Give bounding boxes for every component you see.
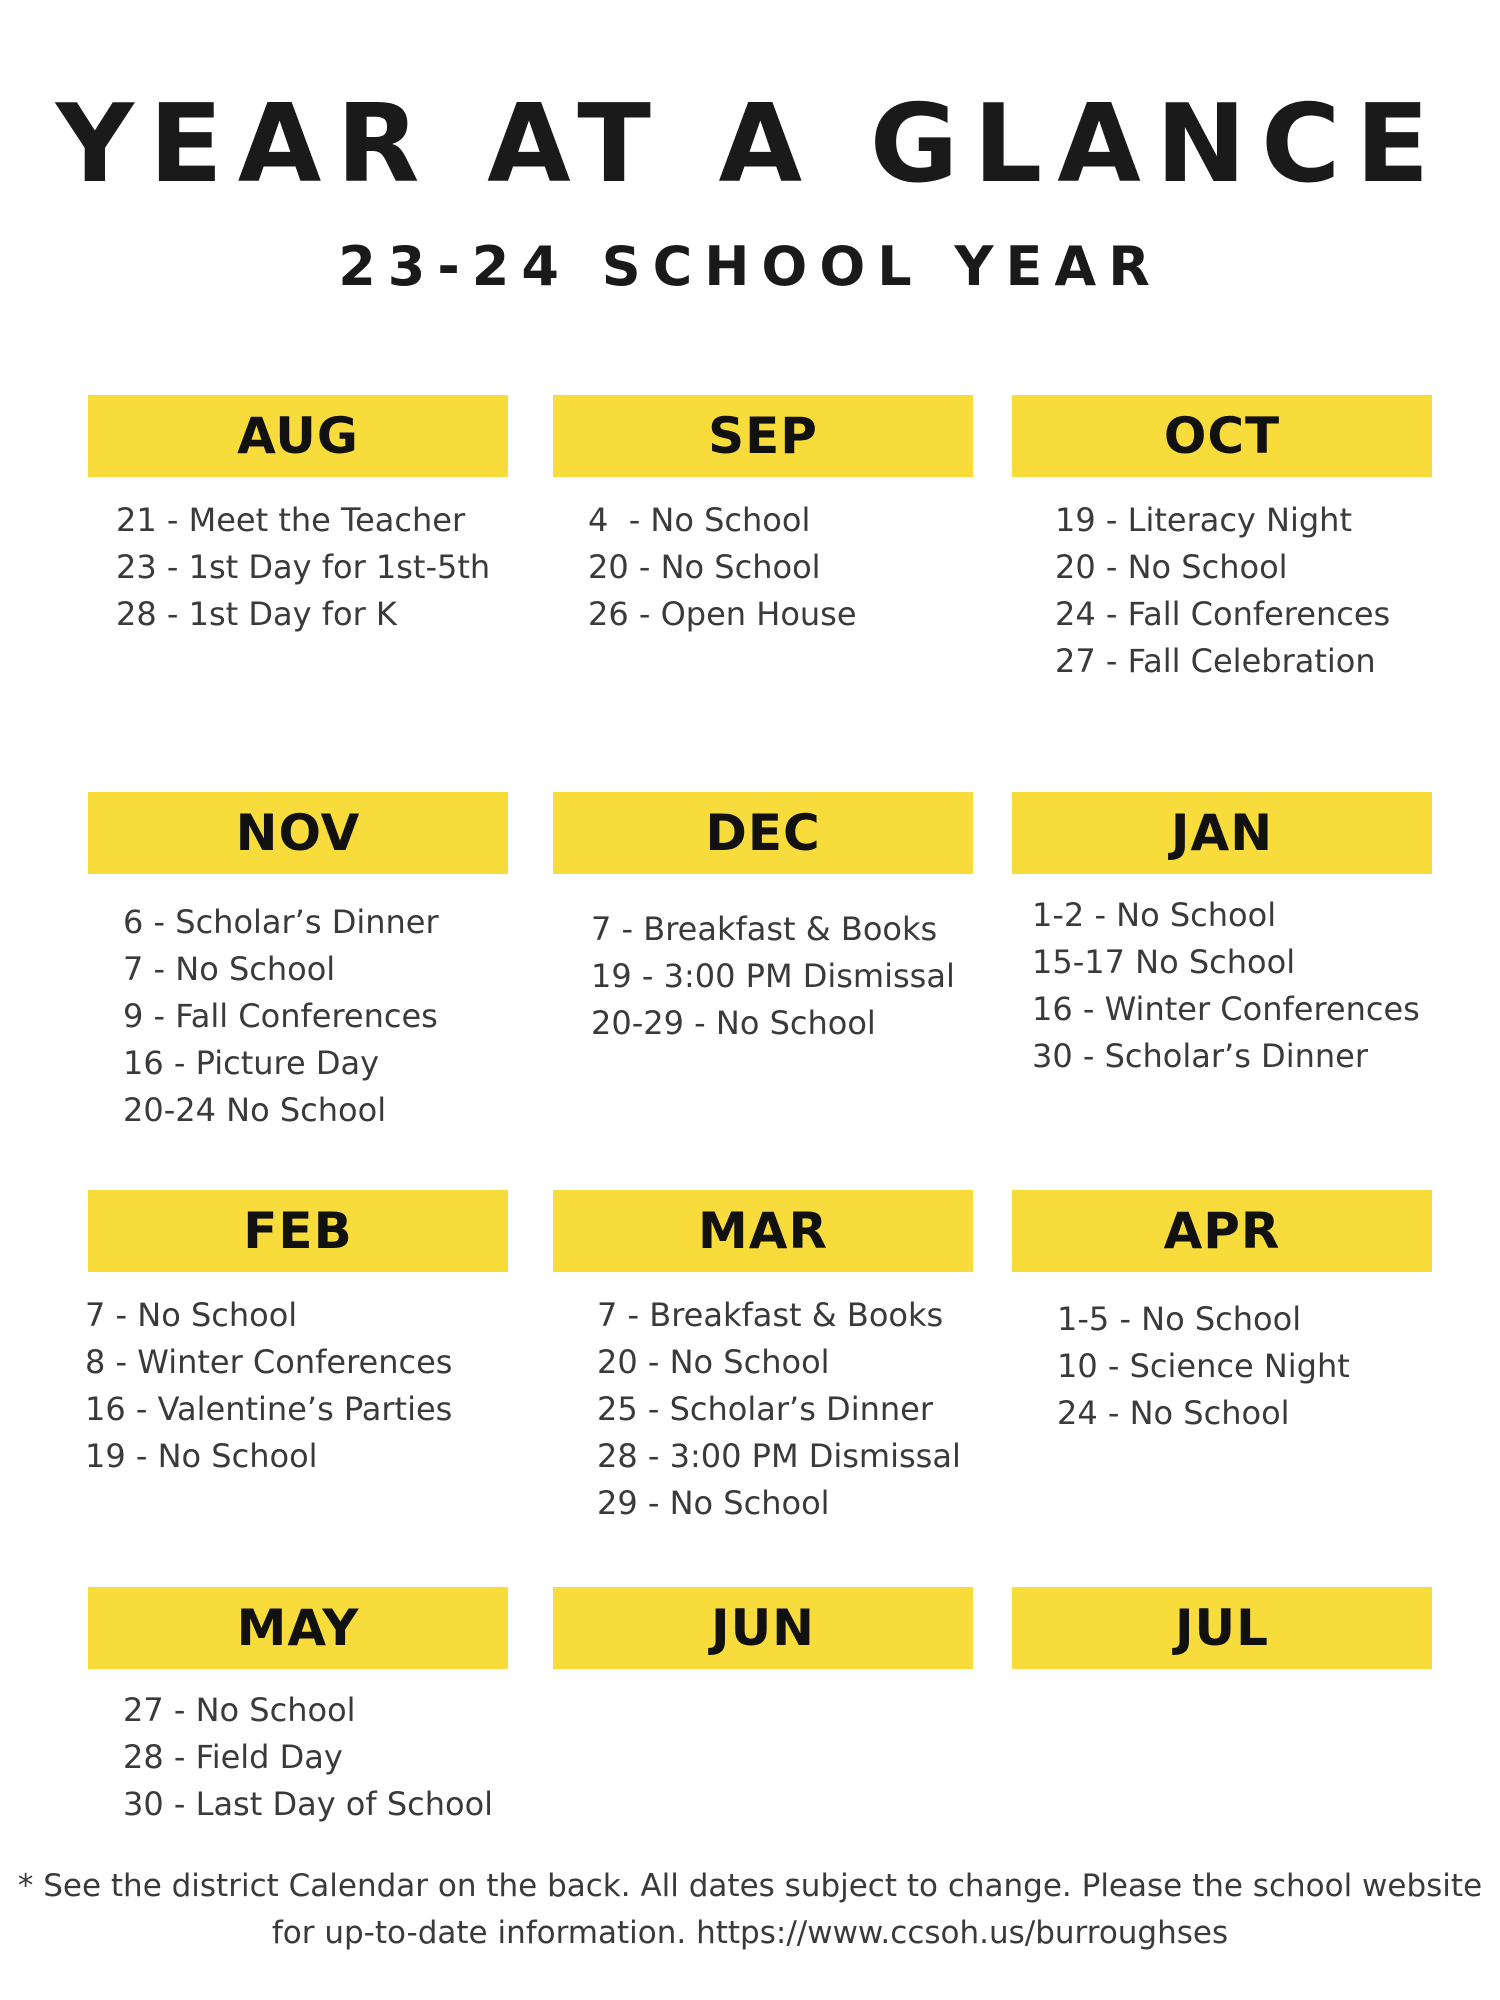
event-item: 8 - Winter Conferences <box>85 1343 453 1381</box>
month-block-dec <box>553 792 973 1042</box>
month-header <box>88 1587 508 1669</box>
event-item: 7 - Breakfast & Books <box>597 1296 944 1334</box>
event-item: 20-29 - No School <box>591 1004 876 1042</box>
month-header <box>88 792 508 874</box>
event-item: 21 - Meet the Teacher <box>116 501 466 539</box>
month-block-oct <box>1012 395 1432 680</box>
event-list <box>123 1687 543 1828</box>
event-list <box>588 497 1008 638</box>
event-item: 19 - No School <box>85 1437 318 1475</box>
month-block-jun <box>553 1587 973 1669</box>
month-header <box>553 1587 973 1669</box>
month-header <box>1012 395 1432 477</box>
event-item: 28 - 3:00 PM Dismissal <box>597 1437 961 1475</box>
event-item: 27 - No School <box>123 1691 356 1729</box>
event-item: 15-17 No School <box>1032 943 1296 981</box>
event-item: 7 - No School <box>85 1296 298 1334</box>
event-item: 9 - Fall Conferences <box>123 997 438 1035</box>
event-item: 16 - Picture Day <box>123 1044 380 1082</box>
footnote-line-2: for up-to-date information. https://www.ccsoh.us/burroughses <box>271 1915 1229 1951</box>
event-item: 30 - Last Day of School <box>123 1785 494 1823</box>
page-subtitle: 23-24 SCHOOL YEAR <box>338 235 1162 298</box>
month-header <box>553 395 973 477</box>
month-header <box>1012 1190 1432 1272</box>
event-item: 20 - No School <box>1055 548 1288 586</box>
month-block-jul <box>1012 1587 1432 1669</box>
event-item: 16 - Winter Conferences <box>1032 990 1420 1028</box>
month-block-aug <box>88 395 508 633</box>
event-item: 1-5 - No School <box>1057 1300 1302 1338</box>
month-header <box>1012 1587 1432 1669</box>
month-name: MAY <box>236 1599 360 1657</box>
event-item: 30 - Scholar’s Dinner <box>1032 1037 1368 1075</box>
event-list <box>85 1292 505 1480</box>
month-name: MAR <box>698 1202 828 1260</box>
event-item: 6 - Scholar’s Dinner <box>123 903 439 941</box>
month-header <box>553 1190 973 1272</box>
event-item: 20 - No School <box>597 1343 830 1381</box>
month-name: FEB <box>243 1202 353 1260</box>
month-block-nov <box>88 792 508 1129</box>
month-header <box>1012 792 1432 874</box>
event-list <box>1032 892 1452 1080</box>
event-list <box>123 899 543 1134</box>
month-block-apr <box>1012 1190 1432 1432</box>
month-header <box>88 1190 508 1272</box>
event-item: 10 - Science Night <box>1057 1347 1350 1385</box>
event-item: 27 - Fall Celebration <box>1055 642 1376 680</box>
month-name: APR <box>1163 1202 1281 1260</box>
event-item: 23 - 1st Day for 1st-5th <box>116 548 491 586</box>
month-name: OCT <box>1163 407 1281 465</box>
event-item: 19 - 3:00 PM Dismissal <box>591 957 955 995</box>
event-list <box>1057 1296 1477 1437</box>
event-item: 29 - No School <box>597 1484 830 1522</box>
event-list <box>597 1292 1017 1527</box>
month-name: DEC <box>705 804 821 862</box>
event-list <box>591 906 1011 1047</box>
event-item: 24 - No School <box>1057 1394 1290 1432</box>
event-item: 28 - 1st Day for K <box>116 595 397 633</box>
event-item: 20-24 No School <box>123 1091 387 1129</box>
month-name: NOV <box>235 804 361 862</box>
month-block-jan <box>1012 792 1432 1075</box>
event-item: 24 - Fall Conferences <box>1055 595 1391 633</box>
event-item: 25 - Scholar’s Dinner <box>597 1390 933 1428</box>
event-item: 16 - Valentine’s Parties <box>85 1390 453 1428</box>
month-name: AUG <box>237 407 359 465</box>
month-block-sep <box>553 395 973 633</box>
month-name: JUL <box>1174 1599 1270 1657</box>
event-item: 26 - Open House <box>588 595 857 633</box>
event-item: 4 - No School <box>588 501 811 539</box>
month-block-mar <box>553 1190 973 1522</box>
month-name: JUN <box>710 1599 816 1657</box>
event-list <box>1055 497 1475 685</box>
page-title: YEAR AT A GLANCE <box>55 82 1445 207</box>
event-list <box>116 497 536 638</box>
month-header <box>88 395 508 477</box>
event-item: 7 - No School <box>123 950 336 988</box>
month-block-feb <box>85 1190 508 1475</box>
month-name: SEP <box>708 407 818 465</box>
event-item: 28 - Field Day <box>123 1738 343 1776</box>
event-item: 1-2 - No School <box>1032 896 1277 934</box>
event-item: 7 - Breakfast & Books <box>591 910 938 948</box>
month-name: JAN <box>1170 804 1274 862</box>
footnote-line-1: * See the district Calendar on the back. All dates subject to change. Please the school website <box>17 1868 1483 1904</box>
month-block-may <box>88 1587 508 1823</box>
month-header <box>553 792 973 874</box>
footnote <box>0 1863 1500 1957</box>
event-item: 20 - No School <box>588 548 821 586</box>
event-item: 19 - Literacy Night <box>1055 501 1352 539</box>
